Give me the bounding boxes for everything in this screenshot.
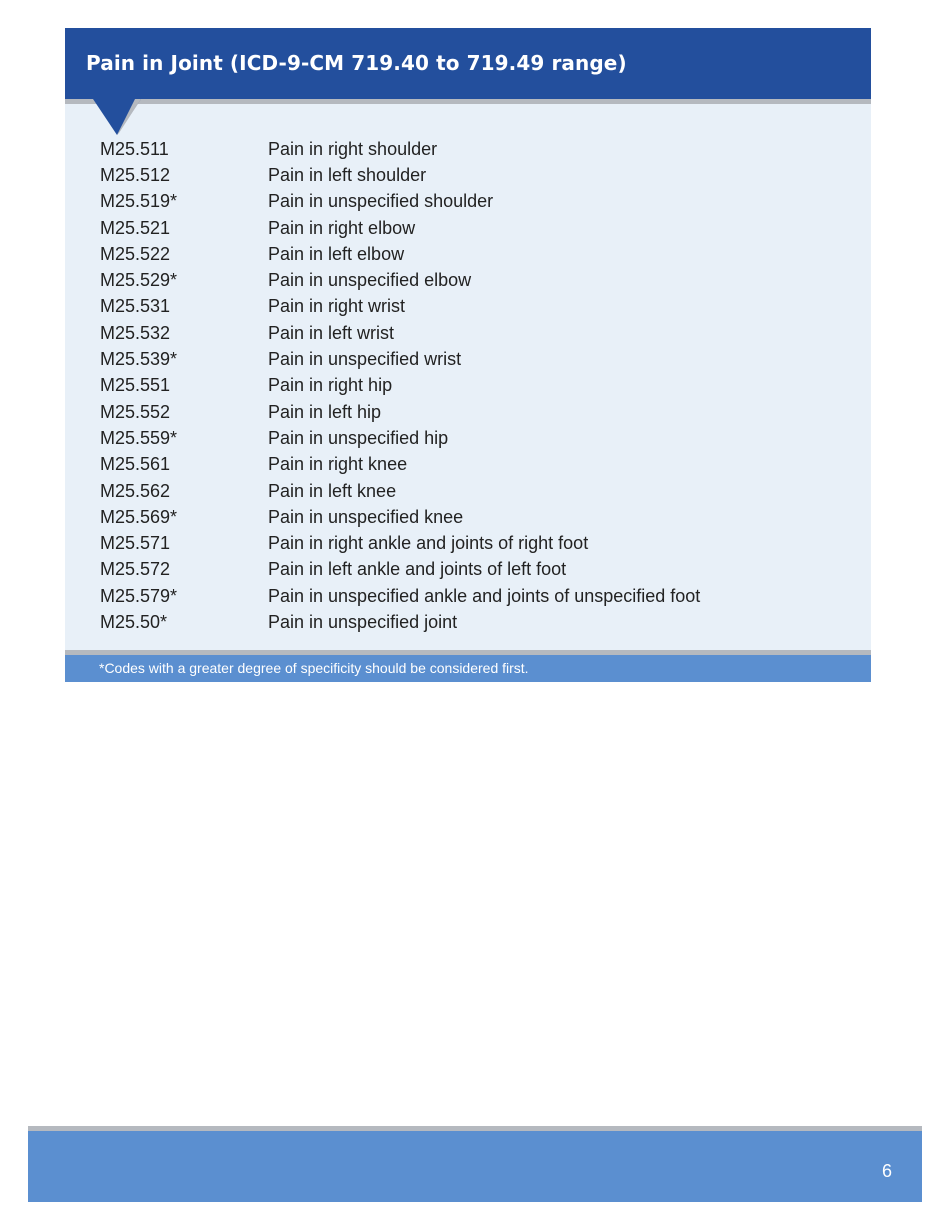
code-row bbox=[100, 609, 860, 635]
footnote-bar bbox=[65, 655, 871, 682]
code-description: Pain in left wrist bbox=[268, 322, 395, 343]
icd10-code: M25.512 bbox=[100, 164, 171, 185]
icd10-code: M25.579* bbox=[100, 585, 178, 606]
icd10-code: M25.561 bbox=[100, 454, 171, 475]
icd10-code: M25.572 bbox=[100, 559, 171, 580]
code-description: Pain in right ankle and joints of right foot bbox=[268, 533, 589, 554]
code-description: Pain in unspecified ankle and joints of unspecified foot bbox=[268, 585, 701, 606]
icd10-code: M25.521 bbox=[100, 217, 171, 238]
code-row bbox=[100, 189, 860, 215]
code-description: Pain in unspecified wrist bbox=[268, 349, 462, 370]
code-row bbox=[100, 373, 860, 399]
code-row bbox=[100, 346, 860, 372]
code-row bbox=[100, 136, 860, 162]
code-row bbox=[100, 162, 860, 188]
code-row bbox=[100, 452, 860, 478]
code-description: Pain in unspecified hip bbox=[268, 427, 449, 448]
code-description: Pain in right shoulder bbox=[268, 138, 438, 159]
code-row bbox=[100, 294, 860, 320]
page-footer bbox=[28, 1131, 922, 1202]
code-row bbox=[100, 478, 860, 504]
code-description: Pain in unspecified knee bbox=[268, 506, 464, 527]
icd10-code: M25.529* bbox=[100, 270, 178, 291]
code-description: Pain in unspecified shoulder bbox=[268, 191, 494, 212]
icd10-code: M25.569* bbox=[100, 506, 178, 527]
code-description: Pain in left ankle and joints of left foot bbox=[268, 559, 567, 580]
code-row bbox=[100, 425, 860, 451]
code-description: Pain in left shoulder bbox=[268, 164, 427, 185]
icd10-code: M25.519* bbox=[100, 191, 178, 212]
code-row bbox=[100, 530, 860, 556]
code-description: Pain in unspecified elbow bbox=[268, 270, 472, 291]
pointer-arrow-icon bbox=[91, 99, 143, 137]
code-row bbox=[100, 504, 860, 530]
icd10-code: M25.511 bbox=[100, 138, 169, 159]
code-description: Pain in right elbow bbox=[268, 217, 416, 238]
code-list bbox=[100, 136, 860, 636]
section-header bbox=[65, 28, 871, 99]
icd10-code: M25.539* bbox=[100, 349, 178, 370]
icd10-code: M25.531 bbox=[100, 296, 171, 317]
icd10-code: M25.562 bbox=[100, 480, 171, 501]
page-number: 6 bbox=[881, 1161, 892, 1181]
code-row bbox=[100, 267, 860, 293]
code-description: Pain in right knee bbox=[268, 454, 408, 475]
icd10-code: M25.552 bbox=[100, 401, 171, 422]
code-description: Pain in right hip bbox=[268, 375, 393, 396]
code-description: Pain in left hip bbox=[268, 401, 382, 422]
footnote-text: *Codes with a greater degree of specificity should be considered first. bbox=[99, 660, 529, 676]
code-row bbox=[100, 557, 860, 583]
icd10-code: M25.522 bbox=[100, 243, 171, 264]
code-description: Pain in unspecified joint bbox=[268, 611, 458, 632]
icd10-code: M25.50* bbox=[100, 611, 168, 632]
code-row bbox=[100, 320, 860, 346]
section-title: Pain in Joint (ICD-9-CM 719.40 to 719.49 range) bbox=[86, 51, 627, 75]
code-description: Pain in left knee bbox=[268, 480, 397, 501]
icd10-code: M25.551 bbox=[100, 375, 171, 396]
icd10-code: M25.559* bbox=[100, 427, 178, 448]
code-row bbox=[100, 583, 860, 609]
code-row bbox=[100, 241, 860, 267]
icd10-code: M25.571 bbox=[100, 533, 171, 554]
code-description: Pain in right wrist bbox=[268, 296, 406, 317]
code-description: Pain in left elbow bbox=[268, 243, 405, 264]
icd10-code: M25.532 bbox=[100, 322, 171, 343]
code-row bbox=[100, 399, 860, 425]
code-row bbox=[100, 215, 860, 241]
